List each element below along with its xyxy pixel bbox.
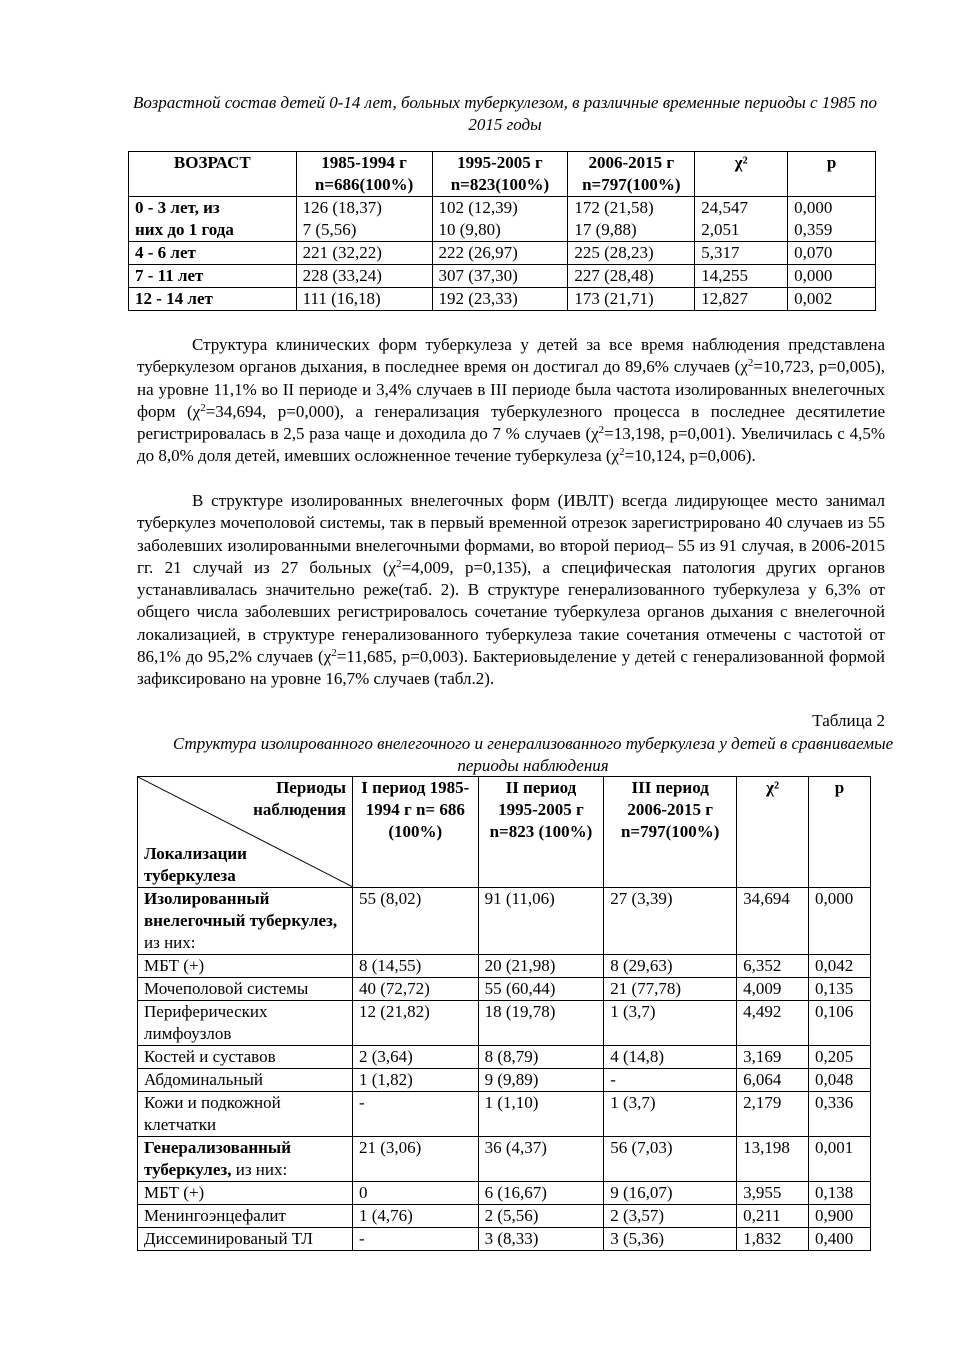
table1-caption: Возрастной состав детей 0-14 лет, больных туберкулезом, в различные временные периоды с 1985 по 2015 годы — [132, 93, 878, 134]
table-cell: 0,106 — [809, 1001, 871, 1046]
table-row — [129, 265, 876, 288]
table-cell: 0,400 — [809, 1228, 871, 1251]
paragraph-1 — [137, 334, 885, 468]
header-cell: 1985-1994 г n=686(100%) — [296, 152, 432, 197]
table-cell: 2 (3,57) — [604, 1205, 737, 1228]
table-cell: 55 (60,44) — [478, 978, 604, 1001]
table-cell: 14,255 — [695, 265, 788, 288]
table-cell: 6 (16,67) — [478, 1182, 604, 1205]
header-cell: χ² — [737, 777, 809, 888]
table-cell: 0,002 — [788, 288, 876, 311]
table-cell: 172 (21,58) — [568, 197, 695, 220]
superscript: 2 — [747, 357, 754, 370]
row-label-text: Мочеполовой системы — [144, 979, 309, 998]
table-cell: 3,955 — [737, 1182, 809, 1205]
table-header-row — [129, 152, 876, 197]
table-cell: 0,048 — [809, 1069, 871, 1092]
table-row — [138, 1137, 871, 1182]
paragraph-text: =13,198, p=0,001). Увеличилась с 4,5% до 8,0% доля детей, имевших осложненное течение туберкулеза (χ — [137, 424, 885, 466]
table-cell: 91 (11,06) — [478, 888, 604, 955]
header-cell: I период 1985-1994 г n= 686 (100%) — [352, 777, 478, 888]
table-row — [138, 1046, 871, 1069]
table-cell: 17 (9,88) — [568, 219, 695, 242]
table-row — [138, 1182, 871, 1205]
row-label-cell — [138, 1205, 353, 1228]
table-cell: 12,827 — [695, 288, 788, 311]
table-cell: 102 (12,39) — [432, 197, 568, 220]
table-cell: 111 (16,18) — [296, 288, 432, 311]
table-cell: 36 (4,37) — [478, 1137, 604, 1182]
table-cell: 222 (26,97) — [432, 242, 568, 265]
table-cell: 1 (4,76) — [352, 1205, 478, 1228]
table-cell: 4,009 — [737, 978, 809, 1001]
table-cell: 228 (33,24) — [296, 265, 432, 288]
corner-top-label: Периоды наблюдения — [253, 778, 346, 819]
table-cell: 12 (21,82) — [352, 1001, 478, 1046]
row-label-cell: 4 - 6 лет — [129, 242, 297, 265]
table-cell: 2 (5,56) — [478, 1205, 604, 1228]
table-cell: 1,832 — [737, 1228, 809, 1251]
header-cell: 1995-2005 г n=823(100%) — [432, 152, 568, 197]
row-label-text: из них: — [231, 1160, 288, 1179]
row-label-cell — [138, 1092, 353, 1137]
table-row — [138, 1092, 871, 1137]
row-label-cell: 0 - 3 лет, из — [129, 197, 297, 220]
row-label-cell: 7 - 11 лет — [129, 265, 297, 288]
table-cell: 9 (16,07) — [604, 1182, 737, 1205]
table-cell: 34,694 — [737, 888, 809, 955]
superscript: 2 — [200, 401, 206, 414]
superscript: 2 — [619, 446, 625, 459]
table-cell: 56 (7,03) — [604, 1137, 737, 1182]
table-cell: 0,900 — [809, 1205, 871, 1228]
table-cell: 1 (1,82) — [352, 1069, 478, 1092]
table-cell: 0 — [352, 1182, 478, 1205]
table-row — [138, 978, 871, 1001]
row-label-text: Абдоминальный — [144, 1070, 263, 1089]
table-cell: 10 (9,80) — [432, 219, 568, 242]
table-cell: 192 (23,33) — [432, 288, 568, 311]
header-cell: ВОЗРАСТ — [129, 152, 297, 197]
header-cell: p — [788, 152, 876, 197]
superscript: 2 — [598, 424, 605, 437]
table-cell: 0,001 — [809, 1137, 871, 1182]
table-cell: 0,042 — [809, 955, 871, 978]
table-cell: 0,135 — [809, 978, 871, 1001]
row-label-cell: 12 - 14 лет — [129, 288, 297, 311]
table-cell: 4,492 — [737, 1001, 809, 1046]
row-label-bold: Генерализованный туберкулез, — [144, 1138, 291, 1179]
table2-caption: Структура изолированного внелегочного и генерализованного туберкулеза у детей в сравниваемые периоды наблюдения — [172, 734, 894, 775]
table-cell: 20 (21,98) — [478, 955, 604, 978]
table-row — [129, 288, 876, 311]
row-label-text: Кожи и подкожной клетчатки — [144, 1093, 281, 1134]
row-label-cell — [138, 955, 353, 978]
diagonal-line — [138, 777, 353, 887]
table-cell: 1 (1,10) — [478, 1092, 604, 1137]
table-cell: 0,070 — [788, 242, 876, 265]
table-cell: 0,138 — [809, 1182, 871, 1205]
age-table — [128, 151, 876, 311]
table-cell: 2,051 — [695, 219, 788, 242]
table-cell: 0,211 — [737, 1205, 809, 1228]
table-cell: 0,000 — [788, 265, 876, 288]
table-cell: 2,179 — [737, 1092, 809, 1137]
table-cell: 0,205 — [809, 1046, 871, 1069]
paragraph-text: =10,124, p=0,006). — [624, 446, 756, 466]
table-row — [129, 197, 876, 220]
table-cell: 0,000 — [788, 197, 876, 220]
table-cell: 3 (8,33) — [478, 1228, 604, 1251]
table-number: Таблица 2 — [812, 711, 885, 730]
table-cell: 8 (8,79) — [478, 1046, 604, 1069]
row-label-text: Диссеминированый ТЛ — [144, 1229, 313, 1248]
paragraph-text: В структуре изолированных внелегочных форм (ИВЛТ) всегда лидирующее место занимал туберкулез мочеполовой системы, так в первый временной отрезок зарегистрировано 40 случаев из 55 заболевших изолированными внелегочными формами, во второй период– 55 из 91 случая, в 2006-2015 гг. 21 случай из 27 больных (χ — [137, 491, 885, 577]
table-row — [138, 1001, 871, 1046]
row-label-text: МБТ (+) — [144, 956, 205, 975]
paragraph-text: =11,685, p=0,003). Бактериовыделение у детей с генерализованной формой зафиксировано на уровне 16,7% случаев (табл.2). — [137, 647, 885, 689]
row-label-cell: них до 1 года — [129, 219, 297, 242]
table-cell: 307 (37,30) — [432, 265, 568, 288]
superscript: 2 — [396, 557, 402, 570]
table-cell: 8 (14,55) — [352, 955, 478, 978]
table-cell: 173 (21,71) — [568, 288, 695, 311]
row-label-cell — [138, 1137, 353, 1182]
table-cell: 0,359 — [788, 219, 876, 242]
table-cell: 6,064 — [737, 1069, 809, 1092]
row-label-text: Костей и суставов — [144, 1047, 276, 1066]
table-cell: 1 (3,7) — [604, 1092, 737, 1137]
table-cell: - — [352, 1092, 478, 1137]
table-cell: 6,352 — [737, 955, 809, 978]
paragraph-text: =10,723, p=0,005), на уровне 11,1% во II периоде и 3,4% случаев в III периоде была частота изолированных внелегочных форм (χ — [137, 357, 885, 421]
header-cell: III период 2006-2015 г n=797(100%) — [604, 777, 737, 888]
superscript: 2 — [331, 647, 337, 660]
table-cell: 18 (19,78) — [478, 1001, 604, 1046]
table-row — [138, 1069, 871, 1092]
row-label-cell — [138, 1046, 353, 1069]
table-cell: 55 (8,02) — [352, 888, 478, 955]
table-cell: 5,317 — [695, 242, 788, 265]
table-row — [138, 1228, 871, 1251]
table-cell: 13,198 — [737, 1137, 809, 1182]
table-cell: 221 (32,22) — [296, 242, 432, 265]
table-cell: 2 (3,64) — [352, 1046, 478, 1069]
table-row — [129, 219, 876, 242]
row-label-text: Менингоэнцефалит — [144, 1206, 286, 1225]
row-label-cell — [138, 1182, 353, 1205]
table-cell: 7 (5,56) — [296, 219, 432, 242]
corner-bottom-label: Локализации туберкулеза — [144, 844, 247, 885]
table-cell: 24,547 — [695, 197, 788, 220]
table-cell: 27 (3,39) — [604, 888, 737, 955]
table-row — [138, 955, 871, 978]
table-cell: 21 (3,06) — [352, 1137, 478, 1182]
row-label-cell — [138, 1228, 353, 1251]
header-cell: χ² — [695, 152, 788, 197]
table-cell: 225 (28,23) — [568, 242, 695, 265]
table-cell: 8 (29,63) — [604, 955, 737, 978]
table-cell: - — [352, 1228, 478, 1251]
header-cell: 2006-2015 г n=797(100%) — [568, 152, 695, 197]
table-cell: 1 (3,7) — [604, 1001, 737, 1046]
table-cell: 21 (77,78) — [604, 978, 737, 1001]
localization-table — [137, 776, 871, 1251]
table-row — [129, 242, 876, 265]
table-cell: 0,336 — [809, 1092, 871, 1137]
table-cell: 126 (18,37) — [296, 197, 432, 220]
row-label-text: из них: — [144, 933, 196, 952]
table-row — [138, 1205, 871, 1228]
row-label-cell — [138, 978, 353, 1001]
table-cell: - — [604, 1069, 737, 1092]
paragraph-text: =34,694, p=0,000), а генерализация туберкулезного процесса в последнее десятилетие регистрировалась в 2,5 раза чаще и доходила до 7 % случаев (χ — [137, 401, 885, 444]
table-cell: 227 (28,48) — [568, 265, 695, 288]
paragraph-2 — [137, 490, 885, 691]
paragraph-text: Структура клинических форм туберкулеза у детей за все время наблюдения представлена туберкулезом органов дыхания, в последнее время он достигал до 89,6% случаев (χ — [137, 335, 885, 377]
row-label-cell — [138, 888, 353, 955]
table-cell: 9 (9,89) — [478, 1069, 604, 1092]
row-label-text: МБТ (+) — [144, 1183, 205, 1202]
table-header-row — [138, 777, 871, 888]
header-cell: II период 1995-2005 г n=823 (100%) — [478, 777, 604, 888]
diagonal-corner-cell — [138, 777, 353, 888]
table-cell: 0,000 — [809, 888, 871, 955]
table-cell: 3 (5,36) — [604, 1228, 737, 1251]
row-label-bold: Изолированный внелегочный туберкулез, — [144, 889, 338, 930]
row-label-text: Периферических лимфоузлов — [144, 1002, 268, 1043]
table-row — [138, 888, 871, 955]
header-cell: p — [809, 777, 871, 888]
paragraph-text: =4,009, p=0,135), а специфическая патология других органов устанавливалась значительно реже(таб. 2). В структуре генерализованного туберкулеза у 6,3% от общего числа заболевших регистрировалось сочетание туберкулеза органов дыхания с внелегочной локализацией, в структуре генерализованного туберкулеза такие сочетания отмечены с частотой от 86,1% до 95,2% случаев (χ — [137, 557, 885, 667]
table-cell: 3,169 — [737, 1046, 809, 1069]
table-cell: 40 (72,72) — [352, 978, 478, 1001]
table-cell: 4 (14,8) — [604, 1046, 737, 1069]
row-label-cell — [138, 1069, 353, 1092]
row-label-cell — [138, 1001, 353, 1046]
